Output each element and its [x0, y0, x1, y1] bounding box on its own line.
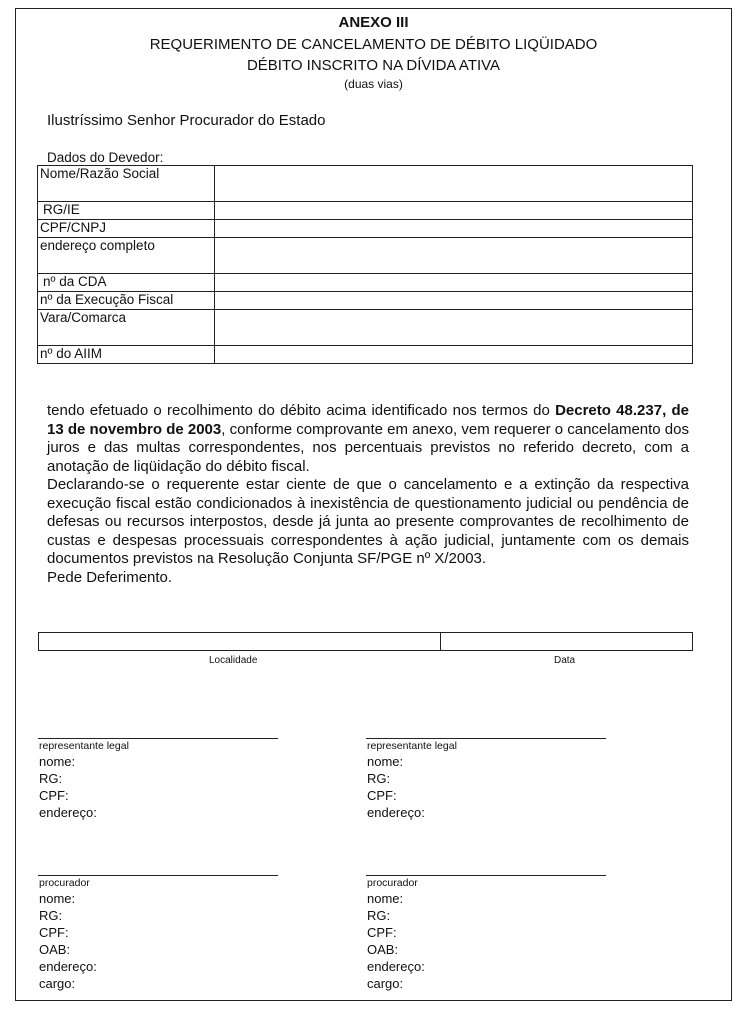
field-rg-label: RG: [367, 908, 391, 923]
field-input-court[interactable] [215, 310, 693, 346]
field-label-address: endereço completo [38, 238, 215, 274]
field-address-label: endereço: [367, 959, 425, 974]
place-date-boxes [38, 632, 693, 651]
closing-phrase: Pede Deferimento. [47, 568, 173, 586]
field-address-label: endereço: [39, 959, 97, 974]
field-position-label: cargo: [367, 976, 404, 991]
role-label: representante legal [367, 740, 457, 752]
request-paragraph-1 [47, 402, 689, 476]
table-row [38, 202, 693, 220]
annex-title: ANEXO III [338, 14, 409, 31]
field-input-cda[interactable] [215, 274, 693, 292]
attorney-block-left [39, 876, 97, 992]
field-label-rg-ie: RG/IE [38, 202, 215, 220]
salutation: Ilustríssimo Senhor Procurador do Estado [47, 112, 326, 129]
date-caption: Data [554, 655, 576, 666]
copies-note: (duas vias) [344, 77, 403, 91]
field-cpf-label: CPF: [367, 788, 397, 803]
field-cpf-label: CPF: [367, 925, 397, 940]
debtor-data-table [37, 165, 693, 364]
legal-rep-block-left [39, 739, 129, 821]
role-label: procurador [39, 877, 90, 889]
field-rg-label: RG: [39, 771, 63, 786]
role-label: procurador [367, 877, 418, 889]
request-body [47, 402, 689, 587]
field-label-court: Vara/Comarca [38, 310, 215, 346]
table-row [38, 292, 693, 310]
field-label-name: Nome/Razão Social [38, 166, 215, 202]
field-oab-label: OAB: [39, 942, 71, 957]
table-row [38, 238, 693, 274]
table-row [38, 166, 693, 202]
field-input-cpf-cnpj[interactable] [215, 220, 693, 238]
form-title-line2: DÉBITO INSCRITO NA DÍVIDA ATIVA [246, 57, 501, 74]
debtor-section-title: Dados do Devedor: [47, 150, 164, 165]
request-paragraph-2: Declarando-se o requerente estar ciente de que o cancelamento e a extinção da respectiva execução fiscal estão condicionados à inexistência de questionamento judicial ou pendência de defesas ou recursos interpostos, desde já junta ao presente comprovantes de recolhimento de custas e despesas processuais correspondentes à ação judicial, juntamente com os demais documentos previstos na Resolução Conjunta SF/PGE nº X/2003. [47, 476, 689, 567]
field-name-label: nome: [367, 754, 404, 769]
field-name-label: nome: [39, 754, 76, 769]
attorney-block-right [367, 876, 425, 992]
legal-rep-block-right [367, 739, 457, 821]
table-row [38, 274, 693, 292]
field-name-label: nome: [39, 891, 76, 906]
table-row [38, 346, 693, 364]
field-cpf-label: CPF: [39, 788, 69, 803]
field-label-cpf-cnpj: CPF/CNPJ [38, 220, 215, 238]
field-position-label: cargo: [39, 976, 76, 991]
table-row [38, 310, 693, 346]
field-rg-label: RG: [39, 908, 63, 923]
request-text: tendo efetuado o recolhimento do débito acima identificado nos termos do [47, 402, 556, 419]
role-label: representante legal [39, 740, 129, 752]
field-cpf-label: CPF: [39, 925, 69, 940]
field-label-cda: nº da CDA [38, 274, 215, 292]
field-input-fiscal-execution[interactable] [215, 292, 693, 310]
field-address-label: endereço: [39, 805, 97, 820]
form-title-line1: REQUERIMENTO DE CANCELAMENTO DE DÉBITO LIQÜIDADO [149, 36, 598, 53]
field-label-aiim: nº do AIIM [38, 346, 215, 364]
field-oab-label: OAB: [367, 942, 399, 957]
box-divider [440, 633, 441, 650]
field-name-label: nome: [367, 891, 404, 906]
table-row [38, 220, 693, 238]
request-text-cont: , conforme comprovante em anexo, vem requerer o cancelamento dos juros e das multas correspondentes, nos percentuais previstos no referido decreto, com a anotação de liqüidação do débito fiscal. [47, 420, 689, 475]
locality-caption: Localidade [209, 655, 258, 666]
field-input-rg-ie[interactable] [215, 202, 693, 220]
decree-reference: Decreto 48.237, de 13 de novembro de 2003 [47, 402, 689, 438]
field-input-name[interactable] [215, 166, 693, 202]
field-rg-label: RG: [367, 771, 391, 786]
field-input-address[interactable] [215, 238, 693, 274]
field-address-label: endereço: [367, 805, 425, 820]
field-input-aiim[interactable] [215, 346, 693, 364]
field-label-fiscal-execution: nº da Execução Fiscal [38, 292, 215, 310]
